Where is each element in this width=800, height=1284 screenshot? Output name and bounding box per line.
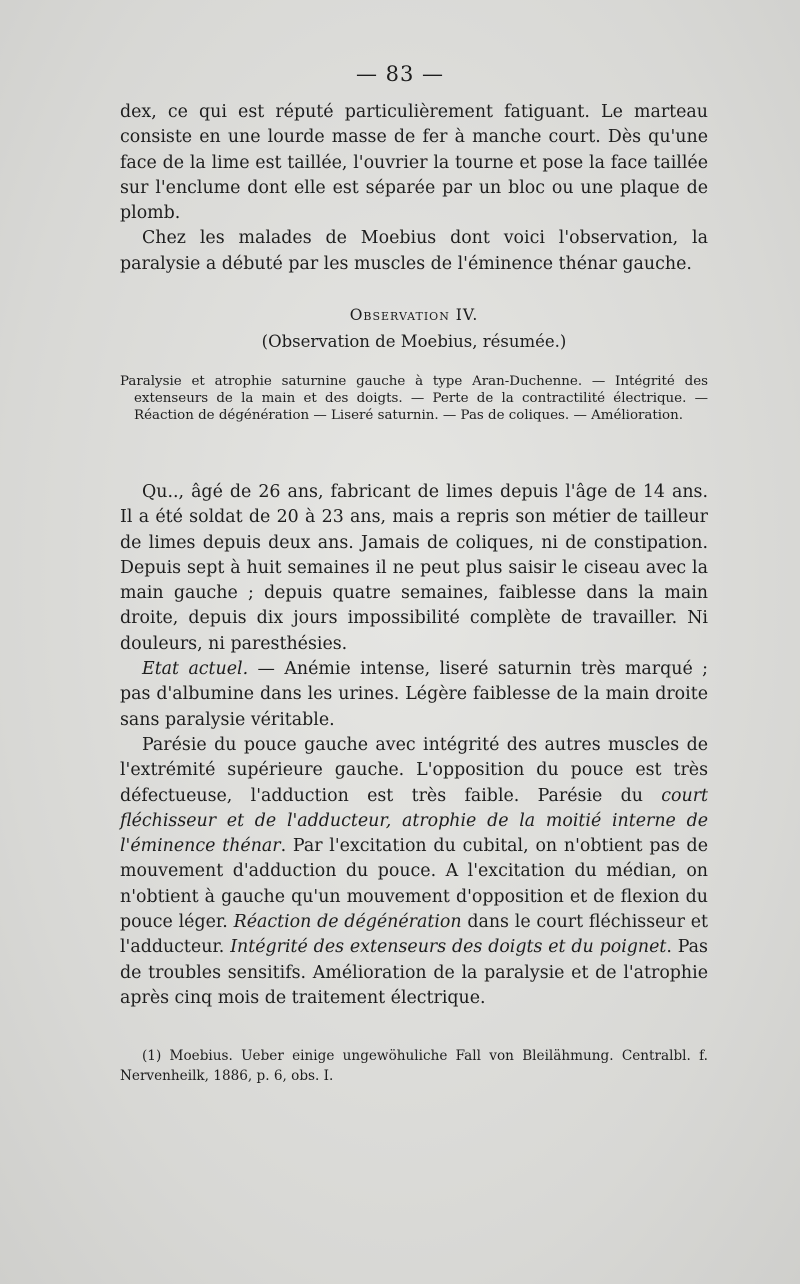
observation-body bbox=[120, 480, 708, 1011]
paresie-text-d: . Pas de troubles sensitifs. Amélioration de la paralysie et de l'atrophie après cinq mois de traitement électrique. bbox=[120, 937, 708, 1008]
paragraph-etat-actuel bbox=[120, 657, 708, 733]
footnote-text: (1) Moebius. Ueber einige ungewöhuliche Fall von Bleilähmung. Centralbl. f. Nervenheilk, 1886, p. 6, obs. I. bbox=[120, 1048, 708, 1084]
summary-text: Paralysie et atrophie saturnine gauche à type Aran-Duchenne. — Intégrité des extenseurs de la main et des doigts. — Perte de la contractilité électrique. — Réaction de dégénération — Liseré saturnin. — Pas de coliques. — Amélioration. bbox=[120, 374, 708, 423]
observation-header bbox=[120, 306, 708, 351]
paresie-italic-a: court fléchisseur et de l'adducteur, atrophie de la moitié interne de l'éminence thénar bbox=[120, 785, 708, 857]
paragraph-moebius-intro: Chez les malades de Moebius dont voici l'observation, la paralysie a débuté par les muscles de l'éminence thénar gauche. bbox=[120, 228, 708, 274]
paresie-text-a: Parésie du pouce gauche avec intégrité des autres muscles de l'extrémité supérieure gauche. L'opposition du pouce est très défectueuse, l'adduction est très faible. Parésie du bbox=[120, 734, 708, 806]
paresie-italic-b: Réaction de dégénération bbox=[233, 912, 462, 933]
observation-summary bbox=[120, 373, 708, 424]
paragraph-patient: Qu.., âgé de 26 ans, fabricant de limes depuis l'âge de 14 ans. Il a été soldat de 20 à 23 ans, mais a repris son métier de tailleur de limes depuis deux ans. Jamais de coliques, ni de constipation. Depuis sept à huit semaines il ne peut plus saisir le ciseau avec la main gauche ; depuis quatre semaines, faiblesse dans la main droite, depuis dix jours impossibilité complète de travailler. Ni douleurs, ni paresthésies. bbox=[120, 482, 708, 654]
observation-title: Observation IV. bbox=[349, 306, 479, 324]
paragraph-paresie bbox=[120, 733, 708, 1011]
paragraph-top bbox=[120, 100, 708, 277]
paresie-text-b: . Par l'excitation du cubital, on n'obtient pas de mouvement d'adduction du pouce. A l'excitation du médian, on n'obtient à gauche qu'un mouvement d'opposition et de flexion du pouce léger. bbox=[120, 836, 708, 933]
paresie-text-c: dans le court fléchisseur et l'adducteur. bbox=[120, 912, 708, 958]
page-number: — 83 — bbox=[355, 62, 445, 86]
etat-actuel-text: — Anémie intense, liseré saturnin très marqué ; pas d'albumine dans les urines. Légère faiblesse de la main droite sans paralysie véritable. bbox=[120, 659, 708, 730]
paragraph-file-cutting: dex, ce qui est réputé particulièrement fatiguant. Le marteau consiste en une lourde masse de fer à manche court. Dès qu'une face de la lime est taillée, l'ouvrier la tourne et pose la face taillée sur l'enclume dont elle est séparée par un bloc ou une plaque de plomb. bbox=[120, 102, 708, 224]
paresie-italic-c: Intégrité des extenseurs des doigts et du poignet bbox=[230, 937, 667, 958]
observation-subtitle: (Observation de Moebius, résumée.) bbox=[261, 332, 567, 351]
etat-actuel-label: Etat actuel. bbox=[142, 659, 249, 680]
footnote bbox=[120, 1046, 708, 1086]
